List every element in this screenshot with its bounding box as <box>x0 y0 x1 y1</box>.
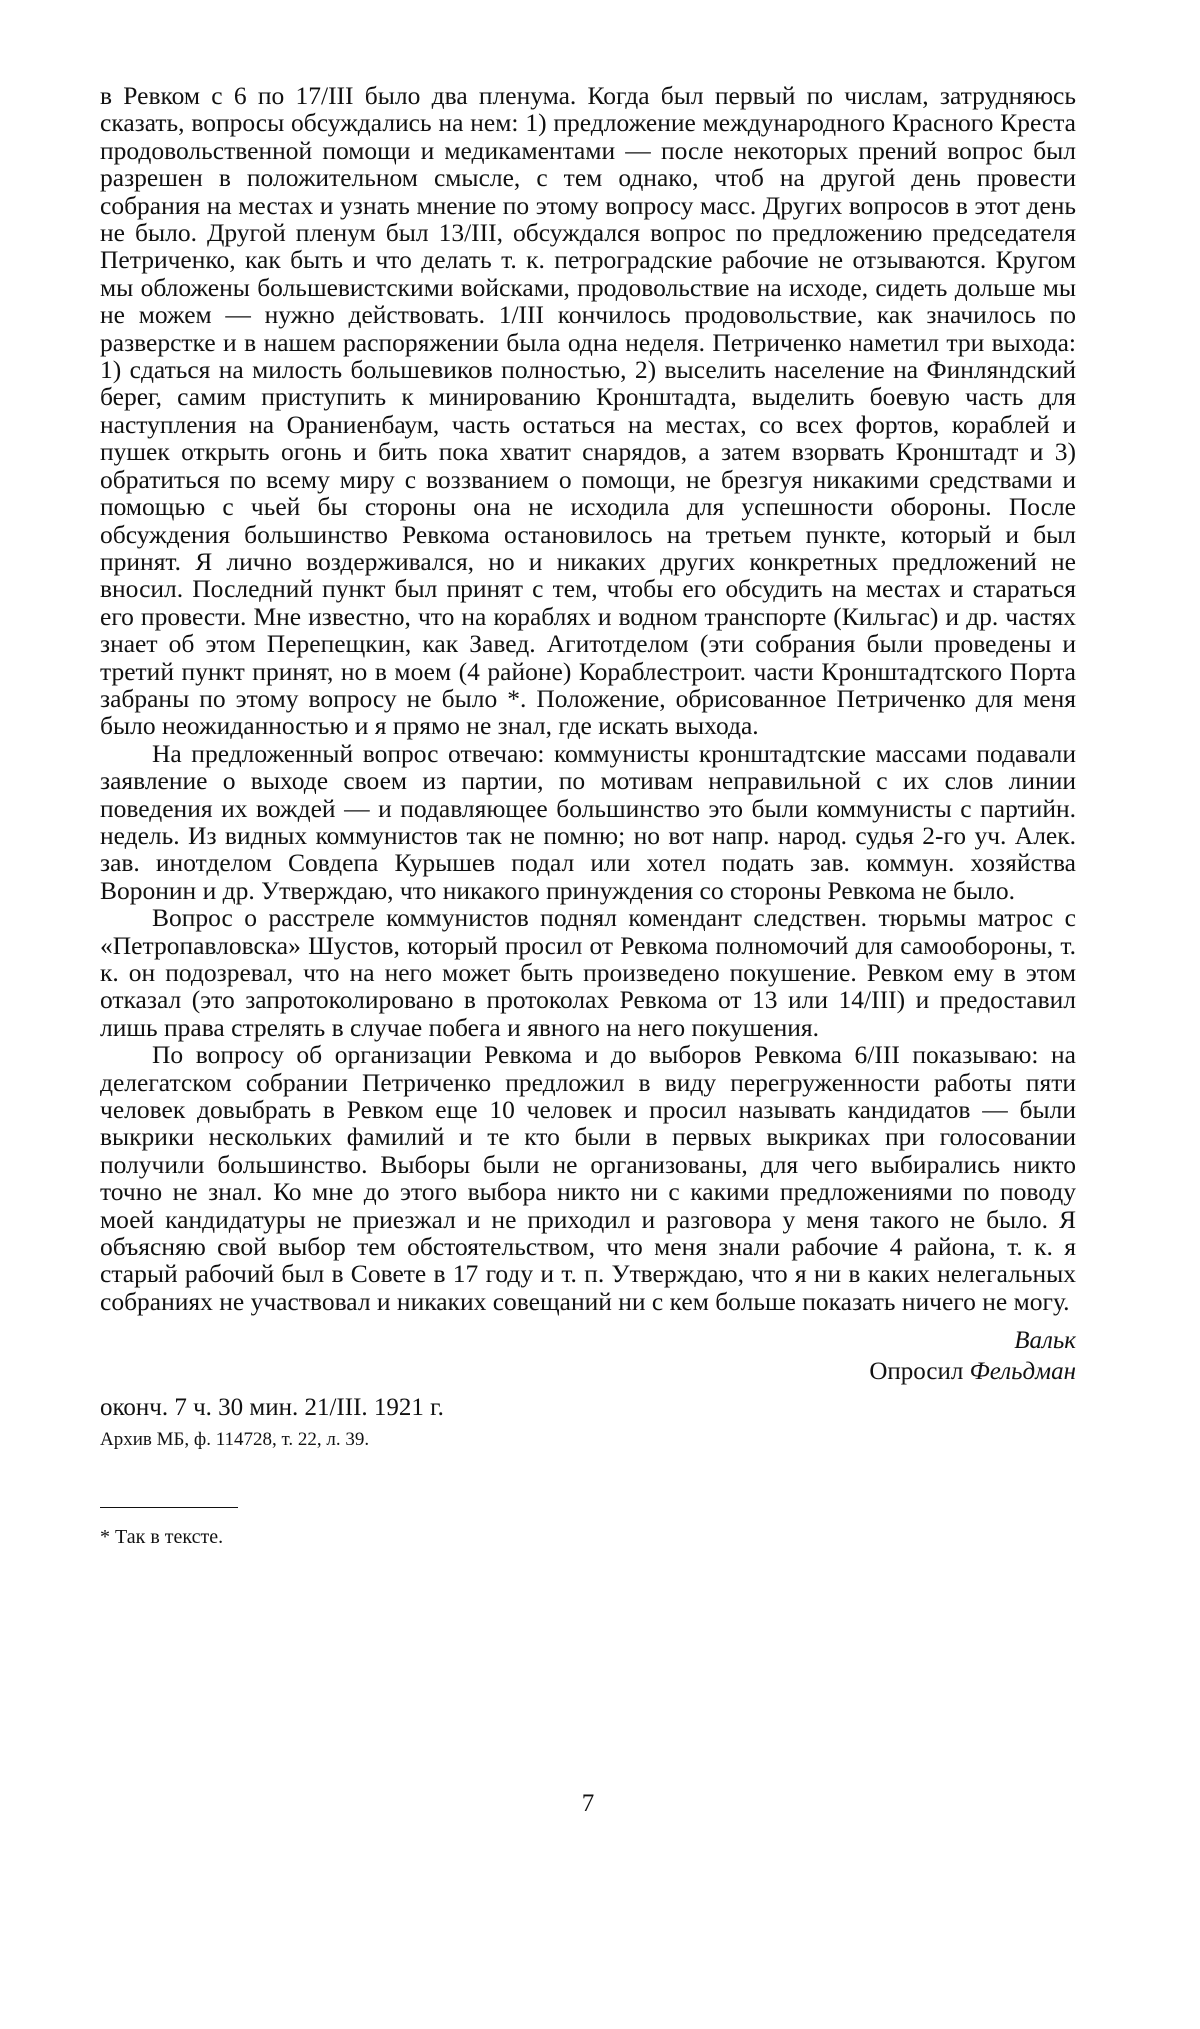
footnote-divider <box>100 1507 238 1508</box>
body-paragraph-1: в Ревком с 6 по 17/III было два пленума. Когда был первый по числам, затрудняюсь сказать, вопросы обсуждались на нем: 1) предложение международного Красного Креста продовольственной помощи и медикаментами — после некоторых прений вопрос был разрешен в положительном смысле, с тем однако, чтоб на другой день провести собрания на местах и узнать мнение по этому вопросу масс. Других вопросов в этот день не было. Другой пленум был 13/III, обсуждался вопрос по предложению председателя Петриченко, как быть и что делать т. к. петроградские рабочие не отзываются. Кругом мы обложены большевистскими войсками, продовольствие на исходе, сидеть дольше мы не можем — нужно действовать. 1/III кончилось продовольствие, как значилось по разверстке и в нашем распоряжении была одна неделя. Петриченко наметил три выхода: 1) сдаться на милость большевиков полностью, 2) выселить население на Финляндский берег, самим приступить к минированию Кронштадта, выделить боевую часть для наступления на Ораниенбаум, часть остаться на местах, со всех фортов, кораблей и пушек открыть огонь и бить пока хватит снарядов, а затем взорвать Кронштадт и 3) обратиться по всему миру с воззванием о помощи, не брезгуя никакими средствами и помощью с чьей бы стороны она не исходила для успешности обороны. После обсуждения большинство Ревкома остановилось на третьем пункте, который и был принят. Я лично воздерживался, но и никаких других конкретных предложений не вносил. Последний пункт был принят с тем, чтобы его обсудить на местах и стараться его провести. Мне известно, что на кораблях и водном транспорте (Кильгас) и др. частях знает об этом Перепещкин, как Завед. Агитотделом (эти собрания были проведены и третий пункт принят, но в моем (4 районе) Кораблестроит. части Кронштадтского Порта забраны по этому вопросу не было *. Положение, обрисованное Петриченко для меня было неожиданностью и я прямо не знал, где искать выхода. <box>100 81 1076 741</box>
signature-block <box>100 1325 1076 1387</box>
footnote: * Так в тексте. <box>100 1526 224 1549</box>
interrogator-name: Фельдман <box>969 1358 1076 1386</box>
interrogator-line <box>100 1356 1076 1387</box>
page-number: 7 <box>581 1790 595 1817</box>
body-paragraph-4: По вопросу об организации Ревкома и до выборов Ревкома 6/III показываю: на делегатском собрании Петриченко предложил в виду перегруженности работы пяти человек довыбрать в Ревком еще 10 человек и просил называть кандидатов — были выкрики нескольких фамилий и те кто были в первых выкриках при голосовании получили большинство. Выборы были не организованы, для чего выбирались никто точно не знал. Ко мне до этого выбора никто ни с какими предложениями по поводу моей кандидатуры не приезжал и не приходил и разговора у меня такого не было. Я объясняю свой выбор тем обстоятельством, что меня знали рабочие 4 района, т. к. я старый рабочий был в Совете в 17 году и т. п. Утверждаю, что я ни в каких нелегальных собраниях не участвовал и никаких совещаний ни с кем больше показать ничего не могу. <box>100 1040 1076 1316</box>
signature-name: Вальк <box>1014 1327 1076 1355</box>
body-paragraph-3: Вопрос о расстреле коммунистов поднял комендант следствен. тюрьмы матрос с «Петропавловска» Шустов, который просил от Ревкома полномочий для самообороны, т. к. он подозревал, что на него может быть произведено покушение. Ревком ему в этом отказал (это запротоколировано в протоколах Ревкома от 13 или 14/III) и предоставил лишь права стрелять в случае побега и явного на него покушения. <box>100 903 1076 1042</box>
document-page <box>100 82 1076 1550</box>
body-paragraph-2: На предложенный вопрос отвечаю: коммунисты кронштадтские массами подавали заявление о выходе своем из партии, по мотивам неправильной с их слов линии поведения их вождей — и подавляющее большинство это были коммунисты с партийн. недель. Из видных коммунистов так не помню; но вот напр. народ. судья 2-го уч. Алек. зав. инотделом Совдепа Курышев подал или хотел подать зав. коммун. хозяйства Воронин и др. Утверждаю, что никакого принуждения со стороны Ревкома не было. <box>100 738 1076 905</box>
archive-reference: Архив МБ, ф. 114728, т. 22, л. 39. <box>100 1429 370 1451</box>
closing-time: оконч. 7 ч. 30 мин. 21/III. 1921 г. <box>100 1394 444 1422</box>
interrogator-prefix: Опросил <box>869 1358 970 1386</box>
